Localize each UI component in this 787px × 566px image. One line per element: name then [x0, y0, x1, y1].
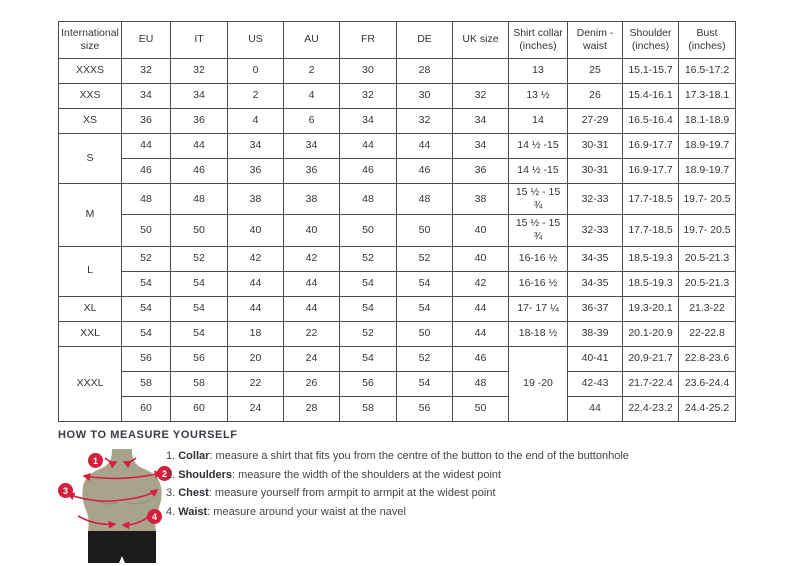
table-row: [59, 371, 736, 396]
size-cell: 54: [340, 346, 397, 371]
size-cell: 25: [568, 59, 623, 84]
size-cell: 18.1-18.9: [679, 109, 736, 134]
size-cell: 36-37: [568, 296, 623, 321]
size-cell: 38-39: [568, 321, 623, 346]
size-cell: 32-33: [568, 184, 623, 215]
table-row: [59, 184, 736, 215]
size-cell: 54: [122, 296, 171, 321]
size-cell: 38: [228, 184, 284, 215]
size-cell: 15.1-15.7: [623, 59, 679, 84]
size-cell: 44: [171, 134, 228, 159]
size-cell: 40: [453, 246, 509, 271]
table-row: [59, 296, 736, 321]
size-cell: 34: [453, 109, 509, 134]
size-cell: 54: [340, 271, 397, 296]
step-description: : measure the width of the shoulders at the widest point: [232, 468, 502, 481]
size-cell: 23.6-24.4: [679, 371, 736, 396]
size-cell: 36: [171, 109, 228, 134]
size-cell: 14: [509, 109, 568, 134]
measure-section: [58, 429, 758, 522]
size-cell: 30-31: [568, 159, 623, 184]
table-row: [59, 84, 736, 109]
size-cell: 20: [228, 346, 284, 371]
size-cell: 20.1-20.9: [623, 321, 679, 346]
size-cell: XXXL: [59, 346, 122, 421]
size-cell: 50: [453, 396, 509, 421]
size-cell: 58: [171, 371, 228, 396]
size-cell: 52: [397, 246, 453, 271]
step-number: 3.: [166, 487, 179, 499]
size-cell: 14 ½ -15: [509, 134, 568, 159]
size-cell: 16.5-17.2: [679, 59, 736, 84]
size-cell: 44: [568, 396, 623, 421]
size-cell: 30-31: [568, 134, 623, 159]
size-cell: 21.3-22: [679, 296, 736, 321]
size-cell: 34: [453, 134, 509, 159]
step-number: 1.: [166, 450, 179, 462]
size-cell: 34-35: [568, 271, 623, 296]
size-cell: 26: [568, 84, 623, 109]
column-header: UK size: [453, 22, 509, 59]
size-cell: 42: [228, 246, 284, 271]
size-cell: 18.9-19.7: [679, 159, 736, 184]
size-cell: 54: [397, 271, 453, 296]
size-cell: 54: [171, 271, 228, 296]
size-cell: 16-16 ½: [509, 246, 568, 271]
size-cell: 15 ½ - 15 ¾: [509, 215, 568, 246]
size-cell: 54: [397, 296, 453, 321]
column-header: Bust (inches): [679, 22, 736, 59]
table-row: [59, 109, 736, 134]
size-cell: 46: [397, 159, 453, 184]
size-cell: 44: [340, 134, 397, 159]
size-cell: 50: [171, 215, 228, 246]
size-cell: 34: [122, 84, 171, 109]
step-label: Chest: [178, 487, 209, 499]
size-cell: 13 ½: [509, 84, 568, 109]
column-header: DE: [397, 22, 453, 59]
size-cell: 40: [284, 215, 340, 246]
table-row: [59, 59, 736, 84]
size-cell: XL: [59, 296, 122, 321]
column-header: FR: [340, 22, 397, 59]
table-row: [59, 321, 736, 346]
step-badge-1: 1: [88, 453, 103, 468]
size-chart-table: [58, 21, 736, 422]
size-cell: 42-43: [568, 371, 623, 396]
size-cell: 58: [340, 396, 397, 421]
size-cell: 16.9-17.7: [623, 134, 679, 159]
step-number: 2.: [166, 468, 179, 481]
table-row: [59, 396, 736, 421]
size-cell: 21.7-22.4: [623, 371, 679, 396]
column-header: US: [228, 22, 284, 59]
size-cell: 42: [453, 271, 509, 296]
size-cell: 15 ½ - 15 ¾: [509, 184, 568, 215]
size-cell: 22.8-23.6: [679, 346, 736, 371]
size-cell: 2: [284, 59, 340, 84]
size-cell: 52: [340, 246, 397, 271]
size-cell: 6: [284, 109, 340, 134]
size-cell: 19 -20: [509, 346, 568, 421]
size-cell: 24.4-25.2: [679, 396, 736, 421]
step-badge-2: 2: [157, 466, 172, 481]
size-cell: 54: [122, 321, 171, 346]
size-cell: 24: [228, 396, 284, 421]
size-cell: 18.5-19.3: [623, 246, 679, 271]
size-cell: 17.3-18.1: [679, 84, 736, 109]
size-cell: 56: [340, 371, 397, 396]
measure-step: [166, 503, 726, 522]
size-cell: 38: [453, 184, 509, 215]
size-cell: 52: [171, 246, 228, 271]
size-cell: 16-16 ½: [509, 271, 568, 296]
size-cell: 40: [453, 215, 509, 246]
size-cell: 54: [122, 271, 171, 296]
size-cell: 0: [228, 59, 284, 84]
size-cell: [453, 59, 509, 84]
size-cell: 54: [397, 371, 453, 396]
size-cell: 56: [171, 346, 228, 371]
size-cell: 44: [453, 296, 509, 321]
size-cell: 44: [228, 296, 284, 321]
size-cell: 44: [397, 134, 453, 159]
size-cell: 56: [397, 396, 453, 421]
size-cell: 54: [171, 321, 228, 346]
table-row: [59, 215, 736, 246]
size-cell: XXXS: [59, 59, 122, 84]
size-cell: XXL: [59, 321, 122, 346]
size-cell: 36: [453, 159, 509, 184]
size-cell: S: [59, 134, 122, 184]
size-cell: 32: [171, 59, 228, 84]
size-cell: 32: [397, 109, 453, 134]
size-cell: 40: [228, 215, 284, 246]
size-cell: 2: [228, 84, 284, 109]
table-row: [59, 134, 736, 159]
size-cell: 48: [453, 371, 509, 396]
step-number: 4.: [166, 505, 179, 518]
size-cell: 46: [171, 159, 228, 184]
size-cell: 44: [228, 271, 284, 296]
size-cell: 30: [340, 59, 397, 84]
size-cell: 52: [397, 346, 453, 371]
size-cell: 22: [228, 371, 284, 396]
column-header: Shirt collar (inches): [509, 22, 568, 59]
table-row: [59, 346, 736, 371]
size-cell: 38: [284, 184, 340, 215]
size-cell: 34: [340, 109, 397, 134]
size-cell: 44: [453, 321, 509, 346]
step-badge-4: 4: [147, 509, 162, 524]
column-header: Denim - waist: [568, 22, 623, 59]
size-cell: 60: [171, 396, 228, 421]
size-cell: 34: [284, 134, 340, 159]
size-cell: 48: [171, 184, 228, 215]
size-cell: 42: [284, 246, 340, 271]
size-cell: 48: [122, 184, 171, 215]
measure-heading: HOW TO MEASURE YOURSELF: [58, 429, 238, 441]
step-label: Collar: [178, 450, 210, 462]
size-cell: 52: [122, 246, 171, 271]
step-label: Waist: [178, 505, 208, 518]
size-cell: L: [59, 246, 122, 296]
size-cell: 50: [397, 215, 453, 246]
table-row: [59, 246, 736, 271]
size-cell: 60: [122, 396, 171, 421]
size-cell: 54: [340, 296, 397, 321]
size-cell: 19.3-20.1: [623, 296, 679, 321]
size-cell: 52: [340, 321, 397, 346]
size-cell: 22.4-23.2: [623, 396, 679, 421]
measure-step: [166, 447, 726, 466]
size-cell: XS: [59, 109, 122, 134]
step-label: Shoulders: [178, 468, 233, 481]
size-cell: 17.7-18.5: [623, 215, 679, 246]
size-cell: 36: [228, 159, 284, 184]
table-header-row: [59, 22, 736, 59]
size-cell: 50: [397, 321, 453, 346]
step-description: : measure around your waist at the navel: [207, 505, 406, 518]
size-cell: 32: [340, 84, 397, 109]
size-cell: 19.7- 20.5: [679, 184, 736, 215]
size-cell: 16.9-17.7: [623, 159, 679, 184]
mannequin-shorts: [88, 531, 156, 563]
size-cell: 46: [122, 159, 171, 184]
size-cell: 24: [284, 346, 340, 371]
size-cell: 58: [122, 371, 171, 396]
step-badge-3: 3: [58, 483, 73, 498]
size-cell: 54: [171, 296, 228, 321]
size-cell: 15.4-16.1: [623, 84, 679, 109]
size-cell: 32: [453, 84, 509, 109]
size-cell: 46: [453, 346, 509, 371]
size-cell: M: [59, 184, 122, 247]
size-cell: 27-29: [568, 109, 623, 134]
size-cell: 18.9-19.7: [679, 134, 736, 159]
column-header: International size: [59, 22, 122, 59]
size-cell: 44: [122, 134, 171, 159]
size-cell: 18: [228, 321, 284, 346]
size-cell: 17.7-18.5: [623, 184, 679, 215]
size-cell: 36: [122, 109, 171, 134]
size-cell: 36: [284, 159, 340, 184]
size-cell: 20.9-21.7: [623, 346, 679, 371]
size-cell: 56: [122, 346, 171, 371]
step-description: : measure a shirt that fits you from the centre of the button to the end of the buttonhole: [209, 450, 629, 462]
size-cell: 22: [284, 321, 340, 346]
column-header: Shoulder (inches): [623, 22, 679, 59]
size-cell: 30: [397, 84, 453, 109]
size-cell: 13: [509, 59, 568, 84]
size-cell: 22-22.8: [679, 321, 736, 346]
column-header: EU: [122, 22, 171, 59]
size-cell: 40-41: [568, 346, 623, 371]
size-cell: 34-35: [568, 246, 623, 271]
size-cell: 28: [284, 396, 340, 421]
size-cell: 4: [284, 84, 340, 109]
measure-step: [166, 466, 726, 485]
size-cell: 44: [284, 271, 340, 296]
size-cell: 18.5-19.3: [623, 271, 679, 296]
table-row: [59, 271, 736, 296]
column-header: AU: [284, 22, 340, 59]
size-cell: 50: [122, 215, 171, 246]
size-cell: 46: [340, 159, 397, 184]
size-cell: 32-33: [568, 215, 623, 246]
size-cell: 20.5-21.3: [679, 246, 736, 271]
size-cell: XXS: [59, 84, 122, 109]
size-cell: 48: [397, 184, 453, 215]
size-cell: 19.7- 20.5: [679, 215, 736, 246]
size-cell: 20.5-21.3: [679, 271, 736, 296]
size-cell: 28: [397, 59, 453, 84]
column-header: IT: [171, 22, 228, 59]
size-cell: 14 ½ -15: [509, 159, 568, 184]
step-description: : measure yourself from armpit to armpit at the widest point: [208, 487, 496, 499]
size-cell: 44: [284, 296, 340, 321]
size-cell: 32: [122, 59, 171, 84]
size-cell: 17- 17 ¼: [509, 296, 568, 321]
size-cell: 34: [171, 84, 228, 109]
table-row: [59, 159, 736, 184]
size-cell: 26: [284, 371, 340, 396]
measure-step: [166, 484, 726, 503]
size-cell: 4: [228, 109, 284, 134]
size-chart: [58, 21, 736, 422]
size-cell: 18-18 ½: [509, 321, 568, 346]
size-cell: 16.5-16.4: [623, 109, 679, 134]
size-cell: 50: [340, 215, 397, 246]
size-cell: 48: [340, 184, 397, 215]
measure-steps-list: [166, 447, 726, 521]
size-cell: 34: [228, 134, 284, 159]
